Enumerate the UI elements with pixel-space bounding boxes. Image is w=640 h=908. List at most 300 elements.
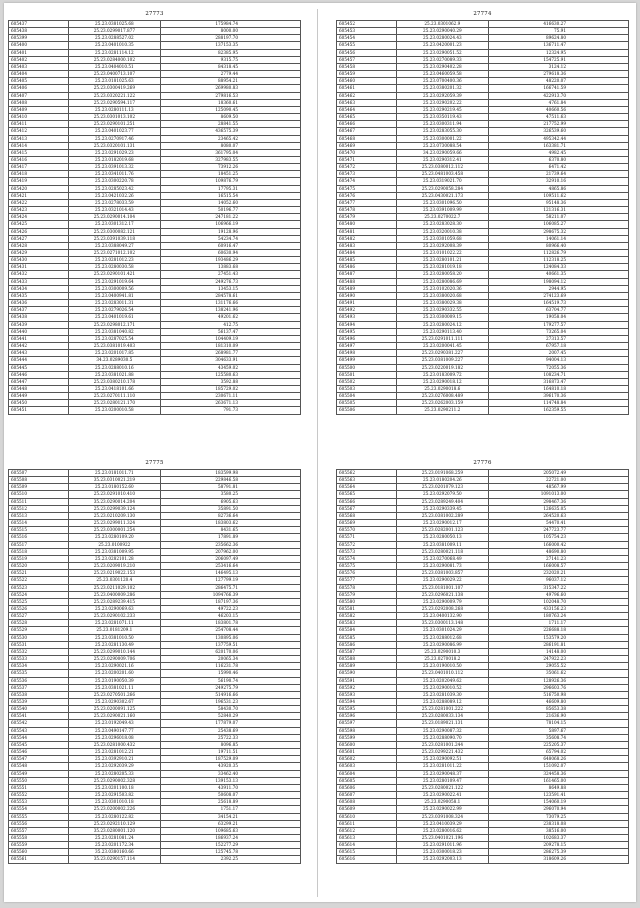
row-id: 605401	[9, 49, 69, 56]
row-amount: 48567.99	[488, 484, 628, 491]
row-code: 25.23.0281039.30	[396, 691, 488, 698]
row-amount: 620170.06	[160, 648, 300, 655]
row-id: 605565	[337, 491, 397, 498]
table-row	[337, 21, 629, 28]
row-amount: 263671.13	[160, 400, 300, 407]
table-row	[337, 849, 629, 856]
row-amount: 50196.77	[160, 207, 300, 214]
row-code: 25.23.0220019.182	[396, 364, 488, 371]
table-row	[9, 584, 301, 591]
row-code: 25.23.0381009.227	[396, 357, 488, 364]
row-code: 25.23.0290219.45	[396, 106, 488, 113]
row-amount: 138241.96	[160, 307, 300, 314]
table-row	[337, 250, 629, 257]
table-row	[9, 734, 301, 741]
row-id: 605473	[337, 171, 397, 178]
row-id: 605563	[337, 477, 397, 484]
table-row	[9, 156, 301, 163]
row-id: 605589	[337, 663, 397, 670]
row-id: 605485	[337, 257, 397, 264]
table-row	[337, 663, 629, 670]
row-amount: 21636.90	[488, 713, 628, 720]
row-code: 25.23.0381002.289	[396, 512, 488, 519]
row-amount: 13883.68	[160, 264, 300, 271]
table-row	[9, 512, 301, 519]
row-code: 25.23.0301013.102	[68, 114, 160, 121]
row-code: 25.23.0391008.324	[396, 813, 488, 820]
row-code: 25.23.0282001.123	[396, 527, 488, 534]
row-amount: 12324.95	[488, 49, 628, 56]
row-amount: 85653.38	[488, 706, 628, 713]
row-amount: 89624.80	[488, 35, 628, 42]
table-row	[337, 470, 629, 477]
table-row	[337, 321, 629, 328]
row-amount: 14061.14	[488, 235, 628, 242]
table-row	[9, 135, 301, 142]
row-id: 605493	[337, 314, 397, 321]
row-code: 25.23.0290021.16	[68, 663, 160, 670]
row-id: 605557	[9, 827, 69, 834]
row-id: 605564	[337, 484, 397, 491]
row-id: 605416	[9, 156, 69, 163]
table-row	[337, 670, 629, 677]
table-row	[337, 400, 629, 407]
table-row	[9, 314, 301, 321]
row-amount: 8080.07	[160, 142, 300, 149]
table-row	[337, 78, 629, 85]
row-amount: 105754.23	[488, 534, 628, 541]
row-id: 605458	[337, 63, 397, 70]
table-row	[337, 498, 629, 505]
row-code: 25.23.0279026.54	[68, 307, 160, 314]
row-amount: 152277.29	[160, 842, 300, 849]
row-code: 25.23.0270917.46	[68, 135, 160, 142]
table-row	[9, 199, 301, 206]
row-id: 605506	[337, 407, 397, 414]
row-code: 25.23.0280050.13	[396, 534, 488, 541]
row-id: 605496	[337, 335, 397, 342]
row-amount: 60916.47	[160, 242, 300, 249]
row-code: 25.23.0341011.76	[68, 171, 160, 178]
row-id: 605453	[337, 28, 397, 35]
row-id: 605435	[9, 292, 69, 299]
row-code: 25.23.0299010.144	[68, 648, 160, 655]
row-code: 25.23.0280030.58	[68, 264, 160, 271]
row-id: 605537	[9, 684, 69, 691]
row-amount: 198094.12	[488, 278, 628, 285]
row-code: 25.23.0281071.11	[68, 620, 160, 627]
row-amount: 247181.22	[160, 214, 300, 221]
table-row	[337, 385, 629, 392]
row-amount: 50608.07	[160, 792, 300, 799]
row-id: 605546	[9, 749, 69, 756]
row-code: 25.23.0290102.233	[68, 613, 160, 620]
page-bottom-right	[336, 460, 629, 864]
table-row	[9, 792, 301, 799]
row-amount: 225205.37	[488, 741, 628, 748]
table-row	[337, 192, 629, 199]
row-id: 605425	[9, 221, 69, 228]
page-number: 27776	[473, 460, 492, 466]
table-row	[337, 570, 629, 577]
row-amount: 13453.15	[160, 285, 300, 292]
row-id: 605615	[337, 849, 397, 856]
row-amount: 25722.33	[160, 734, 300, 741]
row-id: 605475	[337, 185, 397, 192]
row-amount: 84318.45	[160, 63, 300, 70]
row-code: 25.23.0290022.99	[396, 806, 488, 813]
row-amount: 791.73	[160, 407, 300, 414]
table-row	[9, 321, 301, 328]
row-id: 605509	[9, 484, 69, 491]
row-code: 25.23.0320010.38	[396, 228, 488, 235]
row-amount: 73912.26	[160, 164, 300, 171]
row-code: 25.23.0290010.3	[396, 648, 488, 655]
table-row	[337, 505, 629, 512]
row-code: 25.23.0270111.110	[68, 393, 160, 400]
row-amount: 6471.42	[488, 164, 628, 171]
table-row	[337, 691, 629, 698]
table-row	[337, 292, 629, 299]
table-row	[9, 328, 301, 335]
row-amount: 232020.21	[488, 570, 628, 577]
row-code: 25.23.0280021.118	[396, 548, 488, 555]
row-id: 605526	[9, 605, 69, 612]
table-row	[337, 350, 629, 357]
row-code: 25.23.0200091.125	[68, 706, 160, 713]
row-amount: 73079.25	[488, 813, 628, 820]
row-code: 25.23.0400713.107	[68, 71, 160, 78]
row-id: 605533	[9, 656, 69, 663]
row-code: 25.23.0192049.43	[68, 720, 160, 727]
row-code: 25.23.0401010.35	[68, 42, 160, 49]
row-id: 605515	[9, 527, 69, 534]
table-row	[337, 185, 629, 192]
row-amount: 130895.06	[160, 634, 300, 641]
row-code: 25.23.0280024.43	[396, 35, 488, 42]
row-amount: 17795.31	[160, 185, 300, 192]
row-code: 25.23.0381009.11	[396, 541, 488, 548]
row-amount: 109511.62	[488, 192, 628, 199]
row-amount: 25438.69	[160, 727, 300, 734]
row-code: 25.23.0282101.28	[68, 555, 160, 562]
row-code: 25.23.0289249.404	[396, 498, 488, 505]
table-row	[337, 727, 629, 734]
row-id: 605443	[9, 350, 69, 357]
table-row	[337, 407, 629, 414]
table-row	[337, 706, 629, 713]
table-row	[9, 720, 301, 727]
row-amount: 298675.32	[488, 228, 628, 235]
row-amount: 154725.91	[488, 56, 628, 63]
row-amount: 54470.41	[488, 520, 628, 527]
table-row	[337, 343, 629, 350]
row-id: 605423	[9, 207, 69, 214]
row-code: 25.23.0301062.9	[396, 21, 488, 28]
row-id: 605478	[337, 207, 397, 214]
row-amount: 187529.09	[160, 756, 300, 763]
table-row	[337, 520, 629, 527]
table-row	[337, 121, 629, 128]
table-row	[337, 634, 629, 641]
row-amount: 58211.07	[488, 214, 628, 221]
row-amount: 16515.54	[160, 192, 300, 199]
table-row	[337, 713, 629, 720]
row-id: 605439	[9, 321, 69, 328]
row-id: 605602	[337, 756, 397, 763]
row-code: 25.23.0290332.55	[396, 307, 488, 314]
row-amount: 22721.00	[488, 477, 628, 484]
row-id: 605480	[337, 221, 397, 228]
row-amount: 82385.95	[160, 49, 300, 56]
row-code: 25.23.0290009.706	[68, 656, 160, 663]
table-row	[337, 378, 629, 385]
row-id: 605569	[337, 520, 397, 527]
row-code: 25.23.0401010.112	[396, 670, 488, 677]
row-id: 605402	[9, 56, 69, 63]
row-amount: 249276.73	[160, 278, 300, 285]
row-amount: 230671.11	[160, 393, 300, 400]
row-code: 25.23.0300009.56	[68, 285, 160, 292]
row-amount: 108234.71	[488, 371, 628, 378]
row-id: 605574	[337, 555, 397, 562]
row-code: 25.23.0281019.18	[396, 264, 488, 271]
row-id: 605456	[337, 49, 397, 56]
table-row	[9, 393, 301, 400]
row-amount: 52840.29	[160, 713, 300, 720]
table-row	[9, 56, 301, 63]
row-code: 35.23.0310021.219	[68, 477, 160, 484]
row-id: 605427	[9, 235, 69, 242]
row-id: 605417	[9, 164, 69, 171]
row-id: 605610	[337, 813, 397, 820]
table-row	[9, 691, 301, 698]
table-row	[9, 49, 301, 56]
row-id: 605399	[9, 35, 69, 42]
table-row	[9, 292, 301, 299]
table-row	[9, 656, 301, 663]
table-row	[337, 142, 629, 149]
row-code: 25.23.0290381.227	[396, 350, 488, 357]
row-id: 605482	[337, 235, 397, 242]
row-amount: 18360.61	[160, 99, 300, 106]
row-code: 25.23.0290202.22	[396, 99, 488, 106]
table-row	[9, 192, 301, 199]
row-amount: 63299.21	[160, 820, 300, 827]
row-amount: 40661.35	[488, 271, 628, 278]
row-id: 605525	[9, 598, 69, 605]
row-code: 25.23.0284000.102	[68, 56, 160, 63]
row-code: 25.23.0380210.178	[68, 378, 160, 385]
row-amount: 27451.43	[160, 271, 300, 278]
table-row	[337, 106, 629, 113]
row-id: 605554	[9, 806, 69, 813]
table-row	[9, 149, 301, 156]
data-table	[336, 469, 629, 864]
table-row	[337, 555, 629, 562]
row-code: 25.23.0301312.17	[68, 221, 160, 228]
table-row	[9, 85, 301, 92]
row-amount: 193486.29	[160, 257, 300, 264]
row-id: 605516	[9, 534, 69, 541]
table-row	[337, 156, 629, 163]
row-code: 25.23.0281081.24	[68, 834, 160, 841]
table-row	[9, 856, 301, 863]
row-code: 25.23.0460059.58	[396, 71, 488, 78]
table-row	[337, 620, 629, 627]
row-amount: 104409.19	[160, 335, 300, 342]
row-code: 25.23.0290058.284	[396, 185, 488, 192]
row-id: 605522	[9, 577, 69, 584]
row-amount: 181310.09	[160, 343, 300, 350]
row-id: 605502	[337, 378, 397, 385]
row-amount: 3592.88	[160, 378, 300, 385]
row-code: 25.23.0281114.12	[68, 49, 160, 56]
row-amount: 48690.80	[488, 548, 628, 555]
row-code: 25.23.0201172.34	[68, 842, 160, 849]
table-row	[9, 357, 301, 364]
table-row	[337, 364, 629, 371]
table-row	[9, 407, 301, 414]
row-id: 605470	[337, 149, 397, 156]
row-id: 605477	[337, 199, 397, 206]
row-amount: 49722.23	[160, 605, 300, 612]
row-code: 25.23.0381040.82	[68, 328, 160, 335]
row-amount: 43911.70	[160, 784, 300, 791]
row-amount: 326539.60	[488, 128, 628, 135]
row-amount: 80966.40	[488, 242, 628, 249]
row-code: 25.23.0283028.30	[396, 221, 488, 228]
table-row	[9, 142, 301, 149]
row-code: 25.23.0280024.12	[396, 321, 488, 328]
row-id: 605603	[337, 763, 397, 770]
row-amount: 146495.13	[160, 570, 300, 577]
row-amount: 96037.12	[488, 577, 628, 584]
row-id: 605558	[9, 834, 69, 841]
row-amount: 209278.15	[488, 842, 628, 849]
table-row	[9, 563, 301, 570]
table-row	[337, 749, 629, 756]
table-row	[337, 128, 629, 135]
row-id: 605407	[9, 92, 69, 99]
row-code: 25.23.0280086.69	[396, 278, 488, 285]
row-code: 25.23.0299039.124	[68, 505, 160, 512]
row-id: 605455	[337, 42, 397, 49]
row-code: 25.23.0181025.63	[68, 78, 160, 85]
row-code: 25.23.0290101.421	[68, 271, 160, 278]
table-row	[337, 820, 629, 827]
row-amount: 166000.42	[488, 541, 628, 548]
table-row	[337, 677, 629, 684]
row-code: 25.23.0400009.286	[68, 591, 160, 598]
table-row	[9, 527, 301, 534]
table-row	[337, 314, 629, 321]
row-code: 25.23.0300311.94	[396, 121, 488, 128]
row-amount: 35891.50	[160, 505, 300, 512]
table-row	[337, 135, 629, 142]
row-id: 605444	[9, 357, 69, 364]
row-amount: 123591.41	[488, 792, 628, 799]
row-id: 605590	[337, 670, 397, 677]
row-amount: 46609.80	[488, 699, 628, 706]
row-amount: 106085.27	[488, 221, 628, 228]
row-id: 605438	[9, 314, 69, 321]
row-amount: 296070.94	[488, 806, 628, 813]
table-row	[337, 656, 629, 663]
row-code: 25.23.0300001.254	[68, 527, 160, 534]
table-row	[9, 400, 301, 407]
table-row	[9, 505, 301, 512]
table-row	[9, 257, 301, 264]
row-code: 25.23.0292008.39	[396, 242, 488, 249]
table-row	[337, 627, 629, 634]
row-code: 25.23.0391013.32	[68, 164, 160, 171]
table-row	[9, 520, 301, 527]
row-id: 605510	[9, 491, 69, 498]
row-code: 25.23.0291010.410	[68, 491, 160, 498]
row-code: 25.23.0190050.39	[68, 677, 160, 684]
row-code: 25.23.0270022.7	[396, 214, 488, 221]
table-row	[337, 214, 629, 221]
row-id: 605606	[337, 784, 397, 791]
row-id: 605559	[9, 842, 69, 849]
table-row	[9, 470, 301, 477]
row-amount: 58791.81	[160, 484, 300, 491]
row-code: 25.23.0301010.18	[68, 799, 160, 806]
row-amount: 127799.19	[160, 577, 300, 584]
row-id: 605501	[337, 371, 397, 378]
row-id: 605403	[9, 63, 69, 70]
row-amount: 315347.22	[488, 584, 628, 591]
row-code: 35.23.0300113.148	[396, 620, 488, 627]
table-row	[9, 343, 301, 350]
row-id: 605607	[337, 792, 397, 799]
row-amount: 35608.74	[488, 734, 628, 741]
row-code: 25.23.0290021.160	[68, 713, 160, 720]
row-id: 605507	[9, 470, 69, 477]
row-code: 25.23.0392910.21	[68, 756, 160, 763]
row-id: 605448	[9, 385, 69, 392]
table-row	[337, 114, 629, 121]
row-amount: 495342.44	[488, 135, 628, 142]
row-amount: 75.91	[488, 28, 628, 35]
row-code: 25.23.0181011.71	[68, 470, 160, 477]
table-row	[9, 641, 301, 648]
row-code: 25.23.0290040.29	[396, 28, 488, 35]
row-id: 605545	[9, 741, 69, 748]
table-row	[337, 491, 629, 498]
row-code: 25.23.0381019.403	[68, 343, 160, 350]
row-code: 25.23.0288012.68	[396, 634, 488, 641]
row-code: 34.23.0289030.5	[68, 357, 160, 364]
table-row	[337, 584, 629, 591]
table-row	[9, 264, 301, 271]
table-row	[9, 484, 301, 491]
row-id: 605581	[337, 605, 397, 612]
table-row	[337, 278, 629, 285]
table-row	[9, 21, 301, 28]
table-row	[9, 78, 301, 85]
row-id: 605464	[337, 106, 397, 113]
row-id: 605529	[9, 627, 69, 634]
table-row	[9, 663, 301, 670]
row-amount: 124084.33	[488, 264, 628, 271]
row-amount: 186937.24	[160, 834, 300, 841]
row-id: 605436	[9, 300, 69, 307]
row-id: 605505	[337, 400, 397, 407]
row-id: 605583	[337, 620, 397, 627]
row-id: 605517	[9, 541, 69, 548]
